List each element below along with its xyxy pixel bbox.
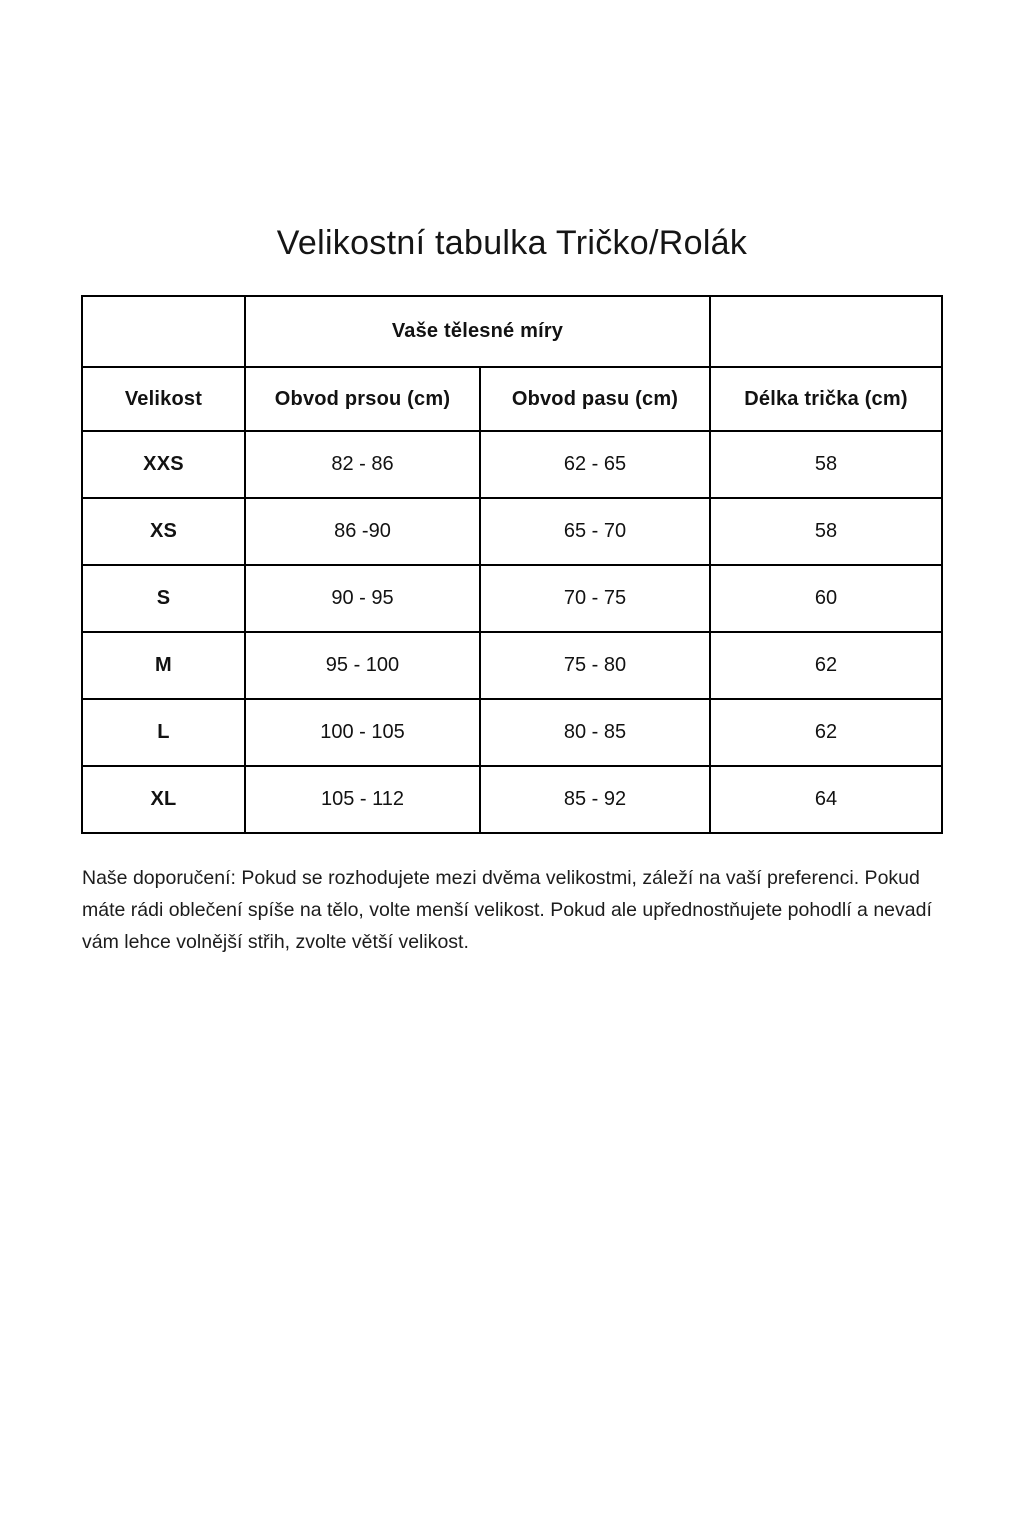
table-row-xs [82,498,942,565]
chest-cell: 95 - 100 [245,632,480,699]
column-header-velikost: Velikost [82,367,245,431]
waist-cell: 85 - 92 [480,766,710,833]
waist-cell: 70 - 75 [480,565,710,632]
table-row-m [82,632,942,699]
waist-cell: 65 - 70 [480,498,710,565]
group-header-row [82,296,942,367]
chest-cell: 105 - 112 [245,766,480,833]
column-header-obvod-prsou: Obvod prsou (cm) [245,367,480,431]
size-cell: S [82,565,245,632]
chest-cell: 86 -90 [245,498,480,565]
size-cell: XS [82,498,245,565]
length-cell: 64 [710,766,942,833]
empty-cell [710,296,942,367]
size-cell: M [82,632,245,699]
group-header-body-measures: Vaše tělesné míry [245,296,710,367]
size-cell: XL [82,766,245,833]
column-header-delka-tricka: Délka trička (cm) [710,367,942,431]
waist-cell: 75 - 80 [480,632,710,699]
length-cell: 62 [710,632,942,699]
chest-cell: 90 - 95 [245,565,480,632]
chest-cell: 82 - 86 [245,431,480,498]
waist-cell: 80 - 85 [480,699,710,766]
table-row-l [82,699,942,766]
page-title: Velikostní tabulka Tričko/Rolák [276,224,748,262]
recommendation-note: Naše doporučení: Pokud se rozhodujete mezi dvěma velikostmi, záleží na vaší preferenci. Pokud máte rádi oblečení spíše na tělo, volte menší velikost. Pokud ale upřednostňujete pohodlí a nevadí vám lehce volnější střih, zvolte větší velikost. [82,867,932,953]
length-cell: 58 [710,431,942,498]
size-cell: XXS [82,431,245,498]
table-row-xl [82,766,942,833]
length-cell: 60 [710,565,942,632]
column-header-row [82,367,942,431]
length-cell: 58 [710,498,942,565]
table-row-xxs [82,431,942,498]
length-cell: 62 [710,699,942,766]
size-table [81,295,943,834]
empty-cell [82,296,245,367]
chest-cell: 100 - 105 [245,699,480,766]
column-header-obvod-pasu: Obvod pasu (cm) [480,367,710,431]
waist-cell: 62 - 65 [480,431,710,498]
size-cell: L [82,699,245,766]
table-row-s [82,565,942,632]
